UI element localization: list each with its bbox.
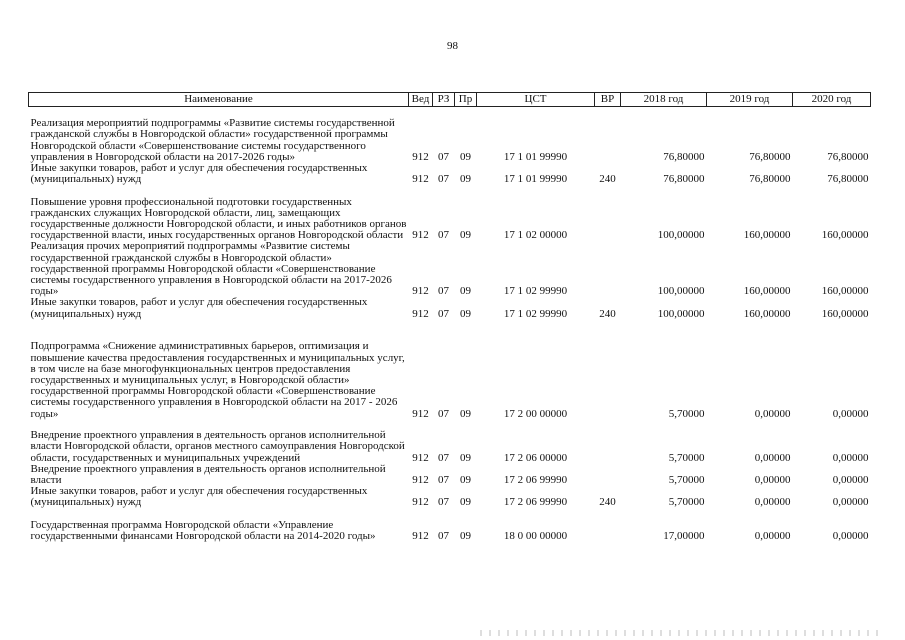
row-ved: 912 <box>412 407 429 420</box>
column-header-vr: ВР <box>595 93 621 107</box>
row-cst: 17 1 02 99990 <box>503 285 568 298</box>
row-2019: 0,00000 <box>754 496 791 509</box>
row-vr <box>595 241 621 297</box>
table-row <box>29 320 871 420</box>
row-vr: 240 <box>599 173 616 186</box>
row-2019: 0,00000 <box>754 407 791 420</box>
row-ved: 912 <box>412 530 429 543</box>
row-ved: 912 <box>412 451 429 464</box>
row-pr: 09 <box>460 407 471 420</box>
row-pr: 09 <box>460 451 471 464</box>
row-ved: 912 <box>412 150 429 163</box>
row-2019: 160,00000 <box>743 307 791 320</box>
row-rz: 07 <box>438 474 449 487</box>
row-cst: 17 1 02 00000 <box>503 229 568 242</box>
row-name: Внедрение проектного управления в деятельность органов исполнительной власти <box>30 462 386 487</box>
row-2019: 76,80000 <box>749 173 791 186</box>
row-vr <box>595 509 621 543</box>
row-name: Реализация мероприятий подпрограммы «Развитие системы государственной гражданской службы в Новгородской области» государственной программы Новгородской области «Совершенствование системы государственного управления в Новгородской области на 2017-2026 годы» <box>30 117 395 163</box>
row-2020: 160,00000 <box>821 307 869 320</box>
row-rz: 07 <box>438 307 449 320</box>
row-cst: 17 1 01 99990 <box>503 173 568 186</box>
column-header-pr: Пр <box>455 93 477 107</box>
row-name: Внедрение проектного управления в деятельность органов исполнительной власти Новгородской области, органов местного самоуправления Новгородской области, государственных и муниципальных учреждений <box>30 429 405 464</box>
row-2019: 0,00000 <box>754 474 791 487</box>
row-2019: 76,80000 <box>749 150 791 163</box>
row-pr: 09 <box>460 307 471 320</box>
table-row <box>29 509 871 543</box>
row-pr: 09 <box>460 474 471 487</box>
row-2018: 100,00000 <box>657 229 705 242</box>
row-vr <box>595 185 621 241</box>
column-header-2019: 2019 год <box>707 93 793 107</box>
row-2018: 5,70000 <box>668 474 705 487</box>
row-name: Реализация прочих мероприятий подпрограммы «Развитие системы государственной гражданской службы в Новгородской области» государственной программы Новгородской области «Совершенствование системы государственного управления в Новгородской области на 2017-2026 годы» <box>30 240 392 298</box>
row-cst: 17 2 06 99990 <box>503 474 568 487</box>
table-row <box>29 241 871 297</box>
row-vr <box>595 320 621 420</box>
table-row <box>29 420 871 464</box>
row-pr: 09 <box>460 229 471 242</box>
budget-table <box>28 92 871 543</box>
table-row <box>29 107 871 164</box>
row-2018: 5,70000 <box>668 496 705 509</box>
table-row <box>29 297 871 319</box>
row-cst: 17 2 06 00000 <box>503 451 568 464</box>
row-rz: 07 <box>438 285 449 298</box>
row-2019: 160,00000 <box>743 285 791 298</box>
row-name: Иные закупки товаров, работ и услуг для обеспечения государственных (муниципальных) нужд <box>30 296 368 320</box>
row-2020: 0,00000 <box>832 530 869 543</box>
row-name: Иные закупки товаров, работ и услуг для обеспечения государственных (муниципальных) нужд <box>30 162 368 186</box>
row-rz: 07 <box>438 229 449 242</box>
table-row <box>29 486 871 508</box>
row-cst: 17 2 00 00000 <box>503 407 568 420</box>
row-cst: 17 1 02 99990 <box>503 307 568 320</box>
row-2020: 160,00000 <box>821 285 869 298</box>
column-header-rz: РЗ <box>433 93 455 107</box>
row-vr <box>595 464 621 486</box>
row-2019: 160,00000 <box>743 229 791 242</box>
row-rz: 07 <box>438 496 449 509</box>
row-ved: 912 <box>412 307 429 320</box>
row-2018: 100,00000 <box>657 285 705 298</box>
row-pr: 09 <box>460 173 471 186</box>
row-2020: 0,00000 <box>832 496 869 509</box>
row-cst: 17 2 06 99990 <box>503 496 568 509</box>
row-2018: 100,00000 <box>657 307 705 320</box>
row-2018: 17,00000 <box>663 530 705 543</box>
scan-artifact <box>480 630 880 636</box>
row-2019: 0,00000 <box>754 451 791 464</box>
row-vr <box>595 107 621 164</box>
row-name: Государственная программа Новгородской области «Управление государственными финансами Новгородской области на 2014-2020 годы» <box>30 519 376 543</box>
column-header-2020: 2020 год <box>793 93 871 107</box>
row-2020: 76,80000 <box>827 150 869 163</box>
table-row <box>29 464 871 486</box>
row-ved: 912 <box>412 496 429 509</box>
row-2018: 76,80000 <box>663 173 705 186</box>
page-number: 98 <box>447 40 458 52</box>
row-2018: 5,70000 <box>668 407 705 420</box>
column-header-ved: Вед <box>409 93 433 107</box>
row-rz: 07 <box>438 530 449 543</box>
column-header-name: Наименование <box>29 93 409 107</box>
row-2018: 5,70000 <box>668 451 705 464</box>
row-vr: 240 <box>599 307 616 320</box>
row-2020: 0,00000 <box>832 451 869 464</box>
table-row <box>29 185 871 241</box>
row-rz: 07 <box>438 173 449 186</box>
row-cst: 18 0 00 00000 <box>503 530 568 543</box>
row-pr: 09 <box>460 285 471 298</box>
row-vr: 240 <box>599 496 616 509</box>
table-row <box>29 163 871 185</box>
row-pr: 09 <box>460 496 471 509</box>
row-2020: 76,80000 <box>827 173 869 186</box>
row-pr: 09 <box>460 150 471 163</box>
row-vr <box>595 420 621 464</box>
row-ved: 912 <box>412 474 429 487</box>
row-pr: 09 <box>460 530 471 543</box>
column-header-cst: ЦСТ <box>477 93 595 107</box>
row-2020: 0,00000 <box>832 407 869 420</box>
row-rz: 07 <box>438 407 449 420</box>
table-header-row <box>29 93 871 107</box>
row-cst: 17 1 01 99990 <box>503 150 568 163</box>
row-name: Иные закупки товаров, работ и услуг для обеспечения государственных (муниципальных) нужд <box>30 485 368 509</box>
row-ved: 912 <box>412 285 429 298</box>
row-ved: 912 <box>412 229 429 242</box>
row-2020: 0,00000 <box>832 474 869 487</box>
row-ved: 912 <box>412 173 429 186</box>
row-name: Подпрограмма «Снижение административных барьеров, оптимизация и повышение качества предоставления государственных и муниципальных услуг, в том числе на базе многофункциональных центров предоставления государственных и муниципальных услуг, в Новгородской области» государственной программы Новгородской области «Совершенствование системы государственного управления в Новгородской области на 2017 - 2026 годы» <box>30 340 405 420</box>
row-rz: 07 <box>438 150 449 163</box>
row-2019: 0,00000 <box>754 530 791 543</box>
column-header-2018: 2018 год <box>621 93 707 107</box>
row-2018: 76,80000 <box>663 150 705 163</box>
row-2020: 160,00000 <box>821 229 869 242</box>
row-rz: 07 <box>438 451 449 464</box>
row-name: Повышение уровня профессиональной подготовки государственных гражданских служащих Новгородской области, лиц, замещающих государственные должности Новгородской области, и иных работников органов государственной власти, иных государственных органов Новгородской области <box>30 195 407 242</box>
